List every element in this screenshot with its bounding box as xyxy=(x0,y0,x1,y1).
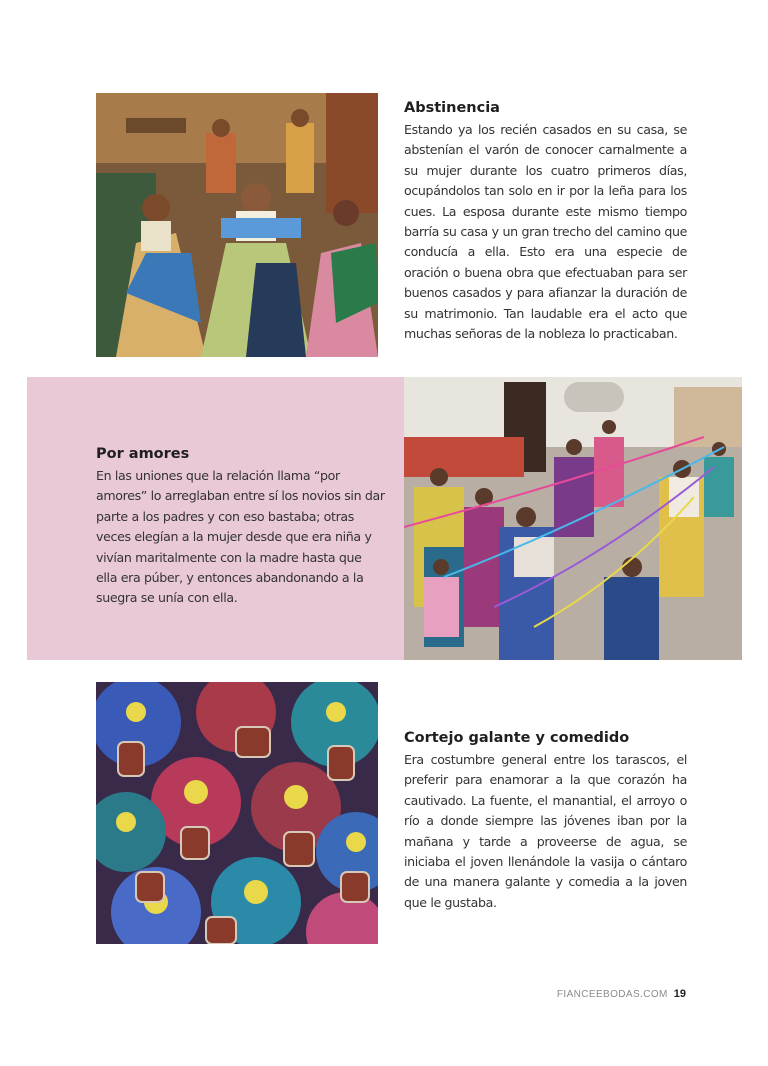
section-body: Era costumbre general entre los tarascos, el preferir para enamorar a la que corazón ha cautivado. La fuente, el manantial, el arroyo o río a donde siempre las jóvenes iban por la mañana y tarde a proveerse de agua, se iniciaba el joven llenándole la vasija o cántaro de una manera galante y comedia a la joven que le gustaba. xyxy=(404,752,687,910)
section-title: Por amores xyxy=(96,446,190,462)
mural-image xyxy=(96,93,378,357)
section-cortejo xyxy=(404,730,687,913)
section-body: Estando ya los recién casados en su casa, se abstenían el varón de conocer carnalmente a su mujer durante los cuatro primeros días, ocupándolos tan solo en ir por la leña para los cues. La esposa durante este mismo tiempo barría su casa y un gran trecho del camino que conducía a ella. Esto era una especie de oración o buena obra que efectuaban para ser buenos casados y para afianzar la duración de su matrimonio. Tan laudable era el acto que muchas señoras de la nobleza lo practicaban. xyxy=(404,122,687,342)
section-abstinencia xyxy=(404,100,687,344)
section-por-amores xyxy=(96,446,386,609)
section-body: En las uniones que la relación llama “por amores” lo arreglaban entre sí los novios sin dar parte a los padres y con eso bastaba; otras veces elegían a la mujer desde que era niña y vivían maritalmente con la madre hasta que ella era púber, y entonces abandonando a la suegra se unía con ella. xyxy=(96,468,385,606)
section-title: Abstinencia xyxy=(404,100,500,116)
page-footer xyxy=(500,988,686,1000)
footer-site: FIANCEEBODAS.COM xyxy=(556,989,668,1000)
page-number: 19 xyxy=(673,988,686,1000)
pottery-image xyxy=(96,682,378,944)
procession-image xyxy=(404,377,742,660)
section-title: Cortejo galante y comedido xyxy=(404,730,630,746)
